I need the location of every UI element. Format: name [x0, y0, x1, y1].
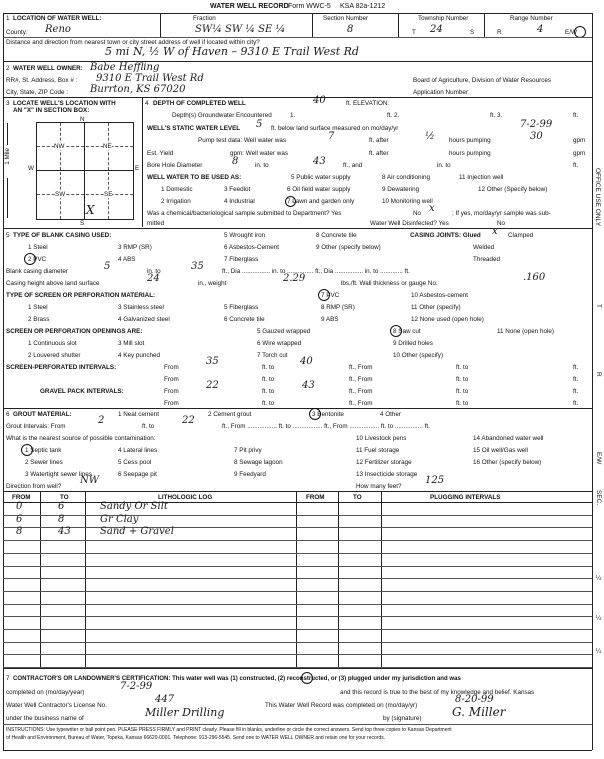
how-many-feet-value[interactable]: 125	[425, 475, 445, 486]
casing-weight-value[interactable]: 2.29	[283, 273, 306, 284]
log-row-line	[3, 616, 592, 617]
elevation-label: ft. ELEVATION:	[346, 100, 390, 107]
contam-sewer[interactable]: 2 Sewer lines	[25, 459, 63, 466]
address-value[interactable]: 9310 E Trail West Rd	[96, 73, 204, 84]
screen-other[interactable]: 11 Other (specify)	[411, 304, 461, 311]
log-from-cell[interactable]: 8	[16, 526, 23, 538]
gravel-ft-to: ft. to	[262, 388, 275, 395]
casing-height-value[interactable]: 24	[147, 273, 160, 284]
log-row-line	[3, 527, 592, 528]
open-other[interactable]: 10 Other (specify)	[393, 352, 444, 359]
grout-bentonite[interactable]: 3 Bentonite	[312, 411, 344, 418]
screen-steel[interactable]: 1 Steel	[28, 304, 48, 311]
office-quarter-1: ¼	[595, 575, 602, 582]
gravel-ft-to-4: ft. to	[456, 400, 469, 407]
casing-clamped[interactable]: Clamped	[508, 232, 534, 239]
log-from-cell[interactable]: 6	[16, 513, 23, 525]
casing-height-label: Casing height above land surface	[6, 280, 100, 287]
log-from-cell[interactable]: 0	[16, 501, 23, 512]
contam-seepage[interactable]: 6 Seepage pit	[118, 471, 157, 478]
township-s: S	[470, 29, 475, 36]
screen-brass[interactable]: 2 Brass	[28, 316, 50, 323]
office-sec-label: SEC.	[595, 490, 602, 506]
perf-from-label-2: From	[164, 376, 179, 383]
casing-welded[interactable]: Welded	[473, 244, 495, 251]
ksa-number: KSA 82a-1212	[340, 3, 386, 10]
compass-n: N	[80, 116, 85, 123]
log-row-line	[3, 540, 592, 541]
section-5-number: 5	[6, 232, 10, 239]
log-row-line	[3, 553, 592, 554]
contam-feedyard[interactable]: 9 Feedyard	[234, 471, 266, 478]
pump-ft-value[interactable]: 7	[328, 131, 335, 142]
use-public[interactable]: 5 Public water supply	[291, 174, 351, 181]
grout-intervals-rest: ft., From ................. ft. to ................. ft., From ................. ft. to ................ ft.	[222, 423, 430, 430]
bore-label: Bore Hole Diameter	[147, 162, 203, 169]
contam-livestock[interactable]: 10 Livestock pens	[356, 435, 407, 442]
bore-in-to: in. to	[255, 162, 269, 169]
direction-from-well-label: Direction from well?	[6, 483, 62, 490]
grout-bentonite-circle	[309, 408, 321, 420]
open-torch[interactable]: 7 Torch cut	[257, 352, 288, 359]
gravel-ft-to-2: ft. to	[456, 388, 469, 395]
contam-cess[interactable]: 5 Cess pool	[118, 459, 152, 466]
perf-ft-end-2: ft.	[573, 376, 579, 383]
completed-value[interactable]: 7-2-99	[120, 681, 153, 692]
use-lawn-garden-circle	[285, 196, 296, 207]
pump-ft-after: ft. after	[369, 137, 389, 144]
perf-intervals-label: SCREEN-PERFORATED INTERVALS:	[6, 364, 117, 371]
section-box[interactable]	[36, 122, 134, 220]
instructions-line-1: INSTRUCTIONS: Use typewriter or ball point pen. PLEASE PRESS FIRMLY and PRINT clearly. Please fill in blanks, underline or circle the correct answers. Send top three copies to Kansas Department	[6, 727, 452, 733]
log-to-cell[interactable]: 6	[58, 501, 65, 512]
perf-ft-to-2: ft. to	[456, 364, 469, 371]
office-use-only-label: OFFICE USE ONLY	[594, 168, 601, 227]
direction-label: Distance and direction from nearest town or city street address of well if located within city?	[6, 39, 260, 46]
fraction-value[interactable]: SW¼ SW ¼ SE ¼	[195, 24, 286, 35]
screen-stainless[interactable]: 3 Stainless steel	[118, 304, 164, 311]
plug-from-header: FROM	[306, 494, 325, 501]
compass-e: E	[135, 165, 140, 172]
pump-hours-value[interactable]: ½	[425, 131, 435, 142]
log-from-header: FROM	[12, 494, 31, 501]
record-completed-label: This Water Well Record was completed on (mo/day/yr)	[265, 702, 418, 709]
casing-diameter-label: Blank casing diameter	[6, 268, 68, 275]
open-mill[interactable]: 3 Mill slot	[118, 340, 145, 347]
township-t: T	[412, 29, 416, 36]
log-desc-cell[interactable]: Gr Clay	[100, 513, 139, 525]
use-other[interactable]: 12 Other (Specify below)	[478, 186, 548, 193]
quadrant-ne: NE	[103, 143, 112, 150]
signature-label: by (signature)	[383, 715, 422, 722]
business-name-label: under the business name of	[6, 715, 84, 722]
casing-gauge-value[interactable]: .160	[523, 272, 546, 283]
open-saw-cut[interactable]: 8 Saw cut	[393, 328, 421, 335]
grout-neat[interactable]: 1 Neat cement	[118, 411, 159, 418]
casing-diameter-rest: ft., Dia ................ in. to ............... ft., Dia ................ in. to ............. ft.	[222, 268, 410, 275]
casing-concrete[interactable]: 8 Concrete tile	[316, 232, 357, 239]
contam-septic-circle	[21, 444, 33, 456]
casing-joints-label: CASING JOINTS: Glued	[410, 232, 481, 239]
contam-lateral[interactable]: 4 Lateral lines	[118, 447, 158, 454]
office-ew-label: E/W	[595, 452, 602, 465]
range-ew: E/W	[565, 29, 577, 36]
screen-fiberglass[interactable]: 5 Fiberglass	[224, 304, 259, 311]
grout-material-label: GROUT MATERIAL:	[13, 411, 72, 418]
open-saw-cut-circle	[390, 325, 402, 337]
groundwater-label: Depth(s) Groundwater Encountered	[172, 112, 272, 119]
screen-abs[interactable]: 9 ABS	[321, 316, 339, 323]
chem-no-mark: x	[429, 203, 435, 214]
disinfected-no[interactable]: No	[497, 220, 506, 227]
bore-ft-value[interactable]: 43	[313, 156, 326, 167]
casing-asbestos[interactable]: 6 Asbestos-Cement	[224, 244, 279, 251]
log-to-header: TO	[60, 494, 69, 501]
locate-label-2: AN "X" IN SECTION BOX:	[13, 107, 90, 114]
yield-gpm2-label: gpm	[573, 150, 586, 157]
grout-to-value[interactable]: 22	[182, 415, 195, 426]
perf-ft-to-3: ft. to	[262, 376, 275, 383]
depth-label: DEPTH OF COMPLETED WELL	[153, 100, 246, 107]
pump-hours-label: hours pumping	[449, 137, 491, 144]
license-value[interactable]: 447	[155, 694, 175, 705]
use-industrial[interactable]: 4 Industrial	[224, 198, 255, 205]
use-oil-field[interactable]: 6 Oil field water supply	[287, 186, 351, 193]
perf-ft-to: ft. to	[262, 364, 275, 371]
perf-ft-from: ft., From	[349, 364, 373, 371]
quadrant-sw: SW	[55, 191, 66, 198]
contam-lagoon[interactable]: 8 Sewage lagoon	[234, 459, 283, 466]
log-row-line	[3, 629, 592, 630]
gravel-to-value[interactable]: 43	[302, 380, 315, 391]
casing-wrought[interactable]: 5 Wrought iron	[224, 232, 266, 239]
form-title: WATER WELL RECORD	[210, 3, 289, 10]
casing-type-label: TYPE OF BLANK CASING USED:	[13, 232, 112, 239]
license-label: Water Well Contractor's License No.	[6, 702, 107, 709]
log-row-line	[3, 566, 592, 567]
chem-sample-label: Was a chemical/bacteriological sample submitted to Department? Yes	[147, 210, 342, 217]
perf-to-value[interactable]: 40	[300, 356, 313, 367]
county-value[interactable]: Reno	[45, 24, 71, 35]
contam-insecticide[interactable]: 13 Insecticide storage	[356, 471, 418, 478]
business-name-value[interactable]: Miller Drilling	[145, 706, 225, 719]
grout-cement[interactable]: 2 Cement grout	[208, 411, 252, 418]
open-none[interactable]: 11 None (open hole)	[497, 328, 554, 335]
gw-1: 1.	[290, 112, 296, 119]
mitted-label: mitted	[147, 220, 165, 227]
bore-in-to-2: in. to	[437, 162, 451, 169]
owner-value[interactable]: Babe Heffling	[90, 62, 160, 73]
pump-gpm-value[interactable]: 30	[530, 131, 543, 142]
perf-from-label: From	[164, 364, 179, 371]
perf-ft-from-2: ft., From	[349, 376, 373, 383]
log-row-line	[3, 642, 592, 643]
contam-watertight[interactable]: 3 Watertight sewer lines	[25, 471, 92, 478]
log-row-line	[3, 591, 592, 592]
grout-other[interactable]: 4 Other	[380, 411, 401, 418]
static-level-desc: ft. below land surface measured on mo/day/yr	[271, 125, 399, 132]
section-1-number: 1	[6, 15, 10, 22]
use-air[interactable]: 8 Air conditioning	[382, 174, 430, 181]
office-quarter-3: ¼	[595, 648, 602, 655]
casing-pvc-circle	[24, 253, 36, 265]
range-value[interactable]: 4	[537, 24, 544, 35]
section-7-number: 7	[6, 675, 10, 682]
office-r-label: R	[595, 372, 602, 377]
use-dewatering[interactable]: 9 Dewatering	[382, 186, 420, 193]
form-number: Form WWC-5	[288, 3, 331, 10]
compass-w: W	[28, 165, 34, 172]
yield-ft-after: ft. after	[369, 150, 389, 157]
instructions-line-2: of Health and Environment, Bureau of Water, Topeka, Kansas 66620-0001. Telephone: 913-296-5545. Send one to WATER WELL OWNER and retain one for your records.	[6, 735, 386, 741]
casing-diameter-value[interactable]: 5	[104, 261, 111, 272]
screen-type-label: TYPE OF SCREEN OR PERFORATION MATERIAL:	[6, 292, 156, 299]
water-use-label: WELL WATER TO BE USED AS:	[147, 174, 242, 181]
completed-label: completed on (mo/day/year)	[6, 689, 85, 696]
glued-mark: x	[492, 226, 498, 237]
casing-steel[interactable]: 1 Steel	[28, 244, 48, 251]
screen-asbestos[interactable]: 10 Asbestos-cement	[411, 292, 469, 299]
openings-label: SCREEN OR PERFORATION OPENINGS ARE:	[6, 328, 143, 335]
depth-value[interactable]: 40	[313, 95, 326, 106]
gw-3: ft. 3.	[490, 112, 503, 119]
casing-diameter-ft[interactable]: 35	[191, 261, 204, 272]
location-label: LOCATION OF WATER WELL:	[13, 15, 102, 22]
casing-pvc[interactable]: 2 PVC	[28, 256, 47, 263]
bore-diameter-value[interactable]: 8	[232, 156, 239, 167]
use-injection[interactable]: 11 Injection well	[459, 174, 504, 181]
log-desc-cell[interactable]: Sandy Or Silt	[100, 501, 168, 512]
quadrant-nw: NW	[54, 143, 65, 150]
gravel-from-value[interactable]: 22	[206, 380, 219, 391]
township-label: Township Number	[418, 15, 469, 22]
use-irrigation[interactable]: 2 Irrigation	[161, 198, 191, 205]
signature-value[interactable]: G. Miller	[452, 705, 506, 719]
gravel-from-label: From	[164, 388, 179, 395]
casing-gauge-label: lbs./ft. Wall thickness or gauge No.	[341, 280, 438, 287]
section-3-number: 3	[6, 100, 10, 107]
use-domestic[interactable]: 1 Domestic	[161, 186, 193, 193]
constructed-circle	[301, 672, 313, 684]
casing-fiberglass[interactable]: 7 Fiberglass	[224, 256, 259, 263]
contam-fertilizer[interactable]: 12 Fertilizer storage	[356, 459, 412, 466]
log-desc-cell[interactable]: Sand + Gravel	[100, 526, 174, 538]
city-value[interactable]: Burrton, KS 67020	[90, 84, 186, 95]
certification-label: CONTRACTOR'S OR LANDOWNER'S CERTIFICATION: This water well was (1) constructed, (2) reconstructed, or (3) plugged under my jurisdiction and was	[13, 675, 461, 682]
screen-concrete[interactable]: 6 Concrete tile	[224, 316, 265, 323]
range-label: Range Number	[510, 15, 553, 22]
screen-pvc[interactable]: 7 PVC	[321, 292, 340, 299]
how-many-feet-label: How many feet?	[356, 483, 402, 490]
yield-gpm-label: gpm: Well water was	[230, 150, 288, 157]
log-to-cell[interactable]: 43	[58, 526, 71, 538]
casing-weight-label: in., weight	[198, 280, 227, 287]
casing-rmp[interactable]: 3 RMP (SR)	[118, 244, 152, 251]
screen-none[interactable]: 12 None used (open hole)	[411, 316, 484, 323]
address-label: RR#, St. Address, Box # :	[6, 77, 78, 84]
locate-label: LOCATE WELL'S LOCATION WITH	[13, 100, 116, 107]
section-4-number: 4	[145, 100, 149, 107]
certification-label-2: and this record is true to the best of my knowledge and belief. Kansas	[340, 689, 535, 696]
static-level-date[interactable]: 7-2-99	[520, 119, 553, 130]
gravel-from-label-2: From	[164, 400, 179, 407]
owner-label: WATER WELL OWNER:	[13, 65, 83, 72]
open-louvered[interactable]: 2 Louvered shutter	[28, 352, 81, 359]
one-mile-label: 1 Mile	[4, 148, 11, 165]
contamination-label: What is the nearest source of possible contamination:	[6, 435, 156, 442]
section-6-number: 6	[6, 411, 10, 418]
use-lawn-garden[interactable]: 7 Lawn and garden only	[287, 198, 355, 205]
log-row-line	[3, 604, 592, 605]
disinfected-label: Water Well Disinfected? Yes	[370, 220, 449, 227]
pump-gpm-label: gpm	[573, 137, 586, 144]
perf-ft-end: ft.	[573, 364, 579, 371]
application-number-label: Application Number:	[413, 89, 470, 96]
office-t-label: T	[595, 304, 602, 308]
screen-pvc-circle	[318, 289, 330, 301]
chem-sample-no[interactable]: No	[413, 210, 422, 217]
casing-threaded[interactable]: Threaded	[473, 256, 500, 263]
use-feedlot[interactable]: 3 Feedlot	[224, 186, 251, 193]
open-key[interactable]: 4 Key punched	[118, 352, 161, 359]
open-gauzed[interactable]: 5 Gauzed wrapped	[257, 328, 311, 335]
direction-from-well-value[interactable]: NW	[80, 475, 100, 486]
log-to-cell[interactable]: 8	[58, 513, 65, 525]
open-continuous[interactable]: 1 Continuous slot	[28, 340, 77, 347]
fraction-label: Fraction	[193, 15, 216, 22]
gravel-ft-end-2: ft.	[573, 400, 579, 407]
plugging-intervals-header: PLUGGING INTERVALS	[430, 494, 501, 501]
screen-galvanized[interactable]: 4 Galvanized steel	[118, 316, 170, 323]
perf-from-value[interactable]: 35	[206, 356, 219, 367]
gravel-ft-from-2: ft., From	[349, 400, 373, 407]
chem-sample-label-2: ; If yes, mo/day/yr sample was sub-	[452, 210, 551, 217]
casing-diameter-in-to: in. to	[147, 268, 161, 275]
open-drilled[interactable]: 9 Drilled holes	[393, 340, 433, 347]
direction-value[interactable]: 5 mi N, ½ W of Haven – 9310 E Trail West Rd	[105, 45, 359, 58]
static-level-label: WELL'S STATIC WATER LEVEL	[147, 125, 241, 132]
yield-hours-label: hours pumping	[449, 150, 491, 157]
record-completed-value[interactable]: 8-20-99	[455, 694, 494, 705]
pump-test-label: Pump test data: Well water was	[198, 137, 287, 144]
contam-abandoned[interactable]: 14 Abandoned water well	[473, 435, 544, 442]
township-value[interactable]: 24	[430, 24, 443, 35]
gravel-pack-label: GRAVEL PACK INTERVALS:	[40, 388, 124, 395]
casing-abs[interactable]: 4 ABS	[118, 256, 136, 263]
gravel-ft-end: ft.	[573, 388, 579, 395]
section-number-label: Section Number	[323, 15, 369, 22]
section-number-value[interactable]: 8	[347, 24, 354, 35]
log-row-line	[3, 654, 592, 655]
lithologic-log-header: LITHOLOGIC LOG	[158, 494, 213, 501]
city-label: City, State, ZIP Code :	[6, 89, 69, 96]
well-location-mark: X	[86, 203, 95, 217]
county-label: County:	[6, 29, 28, 36]
contam-other[interactable]: 16 Other (specify below)	[473, 459, 542, 466]
log-row-line	[3, 515, 592, 516]
quadrant-se: SE	[104, 191, 113, 198]
screen-rmp[interactable]: 8 RMP (SR)	[321, 304, 355, 311]
yield-label: Est. Yield	[147, 150, 174, 157]
grout-from-value[interactable]: 2	[98, 415, 105, 426]
bore-and: ft., and	[343, 162, 363, 169]
office-quarter-2: ¼	[595, 615, 602, 622]
grout-ft-to: ft. to	[142, 423, 155, 430]
gw-2: ft. 2.	[387, 112, 400, 119]
contam-pit-privy[interactable]: 7 Pit privy	[234, 447, 262, 454]
bore-ft-label: ft.	[573, 162, 579, 169]
contam-oil-gas[interactable]: 15 Oil well/Gas well	[473, 447, 528, 454]
contam-fuel[interactable]: 11 Fuel storage	[356, 447, 400, 454]
grout-intervals-label: Grout Intervals: From	[6, 423, 66, 430]
static-level-value[interactable]: 5	[256, 119, 263, 130]
compass-s: S	[80, 220, 85, 227]
contam-septic[interactable]: 1 Septic tank	[25, 447, 62, 454]
perf-ft-to-4: ft. to	[456, 376, 469, 383]
range-r: R	[497, 29, 502, 36]
board-label: Board of Agriculture, Division of Water Resources	[413, 77, 552, 84]
casing-other[interactable]: 9 Other (specify below)	[316, 244, 381, 251]
use-monitoring[interactable]: 10 Monitoring well	[382, 198, 433, 205]
section-2-number: 2	[6, 65, 10, 72]
gw-ft: ft.	[573, 112, 579, 119]
gravel-ft-to-3: ft. to	[262, 400, 275, 407]
log-row-line	[3, 578, 592, 579]
gravel-ft-from: ft., From	[349, 388, 373, 395]
plug-to-header: TO	[353, 494, 362, 501]
open-wire[interactable]: 6 Wire wrapped	[257, 340, 302, 347]
